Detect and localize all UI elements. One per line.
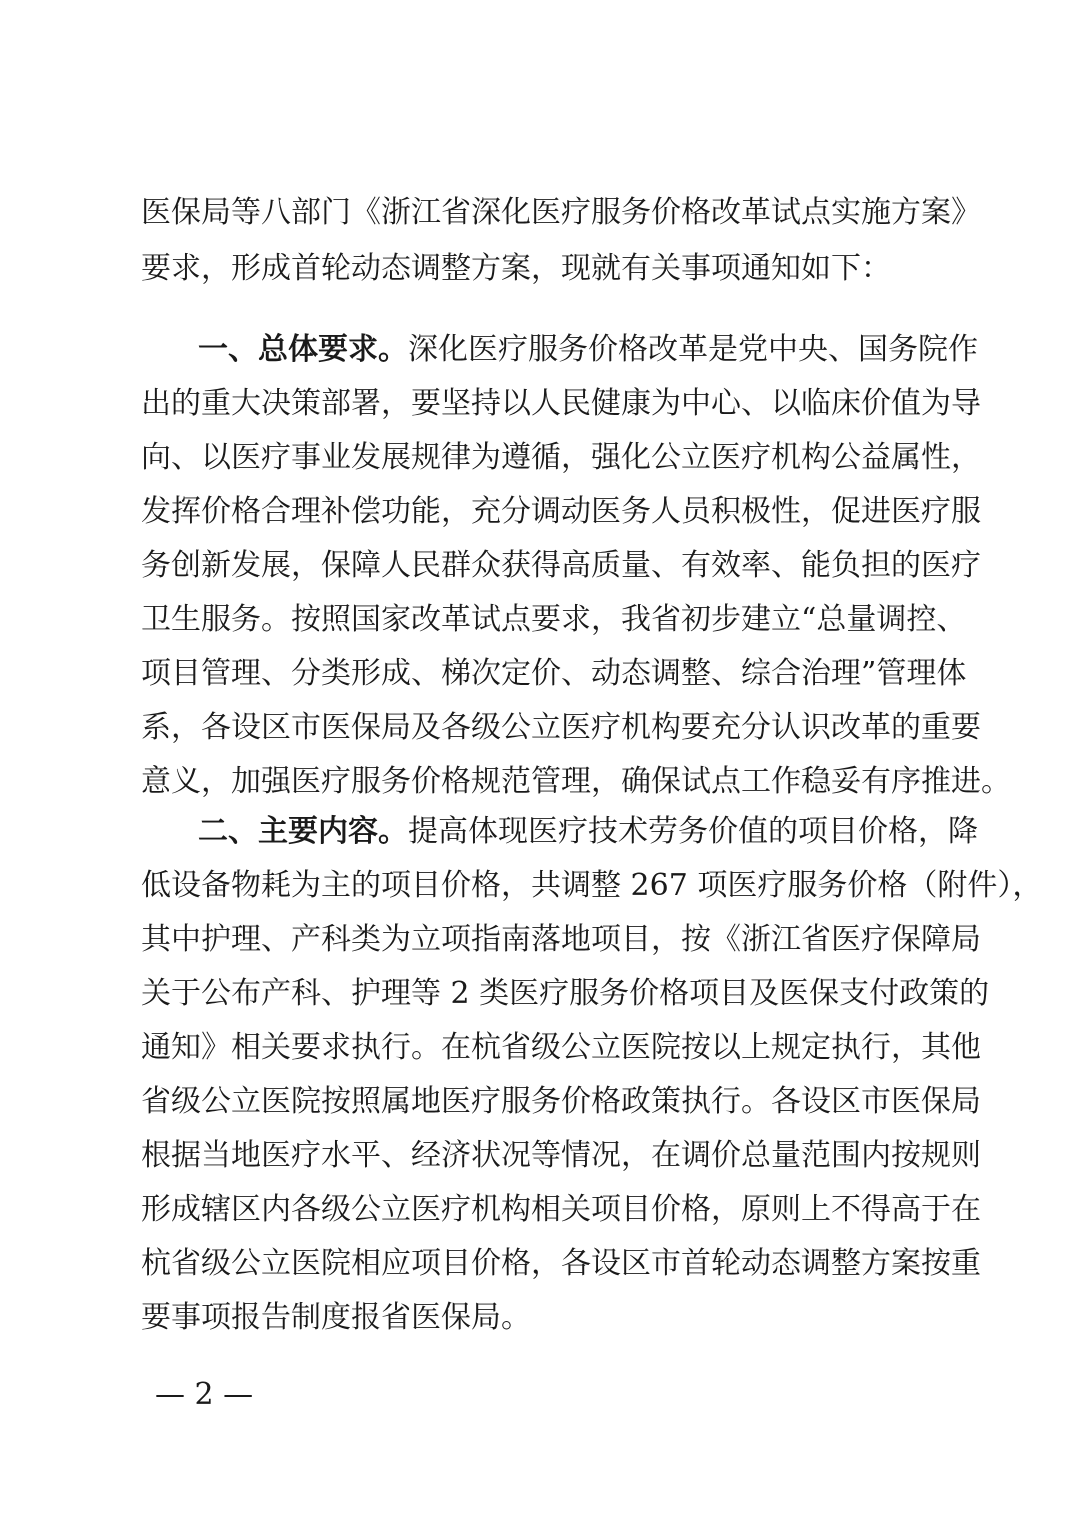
intro-line-2: 要求，形成首轮动态调整方案，现就有关事项通知如下： (141, 251, 891, 286)
section-2-line: 低设备物耗为主的项目价格，共调整 267 项医疗服务价格（附件）， (141, 868, 1043, 903)
section-2-line: 关于公布产科、护理等 2 类医疗服务价格项目及医保支付政策的 (141, 976, 990, 1011)
section-1-line: 务创新发展，保障人民群众获得高质量、有效率、能负担的医疗 (141, 548, 981, 583)
intro-line-1: 医保局等八部门《浙江省深化医疗服务价格改革试点实施方案》 (141, 195, 981, 230)
section-2-first-line (198, 806, 978, 858)
section-1-line: 系，各设区市医保局及各级公立医疗机构要充分认识改革的重要 (141, 710, 981, 745)
section-2-line: 杭省级公立医院相应项目价格，各设区市首轮动态调整方案按重 (141, 1246, 981, 1281)
section-1-line: 项目管理、分类形成、梯次定价、动态调整、综合治理”管理体 (141, 656, 967, 691)
section-1-line: 发挥价格合理补偿功能，充分调动医务人员积极性，促进医疗服 (141, 494, 981, 529)
section-1-heading: 一、总体要求。 (198, 332, 408, 367)
section-2-heading: 二、主要内容。 (198, 814, 408, 849)
section-2-first-line-text: 提高体现医疗技术劳务价值的项目价格，降 (408, 814, 978, 849)
section-2-line: 通知》相关要求执行。在杭省级公立医院按以上规定执行，其他 (141, 1030, 981, 1065)
section-2-line: 根据当地医疗水平、经济状况等情况，在调价总量范围内按规则 (141, 1138, 981, 1173)
section-1-line: 向、以医疗事业发展规律为遵循，强化公立医疗机构公益属性， (141, 440, 981, 475)
section-1-line: 意义，加强医疗服务价格规范管理，确保试点工作稳妥有序推进。 (141, 764, 1011, 799)
section-2-line: 要事项报告制度报省医保局。 (141, 1300, 531, 1335)
page-number: — 2 — (155, 1377, 254, 1412)
section-2-line: 形成辖区内各级公立医疗机构相关项目价格，原则上不得高于在 (141, 1192, 981, 1227)
section-1-line: 卫生服务。按照国家改革试点要求，我省初步建立“总量调控、 (141, 602, 967, 637)
section-1-line: 出的重大决策部署，要坚持以人民健康为中心、以临床价值为导 (141, 386, 981, 421)
section-1-first-line (198, 324, 978, 376)
section-2-line: 其中护理、产科类为立项指南落地项目，按《浙江省医疗保障局 (141, 922, 981, 957)
section-1-first-line-text: 深化医疗服务价格改革是党中央、国务院作 (408, 332, 978, 367)
section-2-line: 省级公立医院按照属地医疗服务价格政策执行。各设区市医保局 (141, 1084, 981, 1119)
